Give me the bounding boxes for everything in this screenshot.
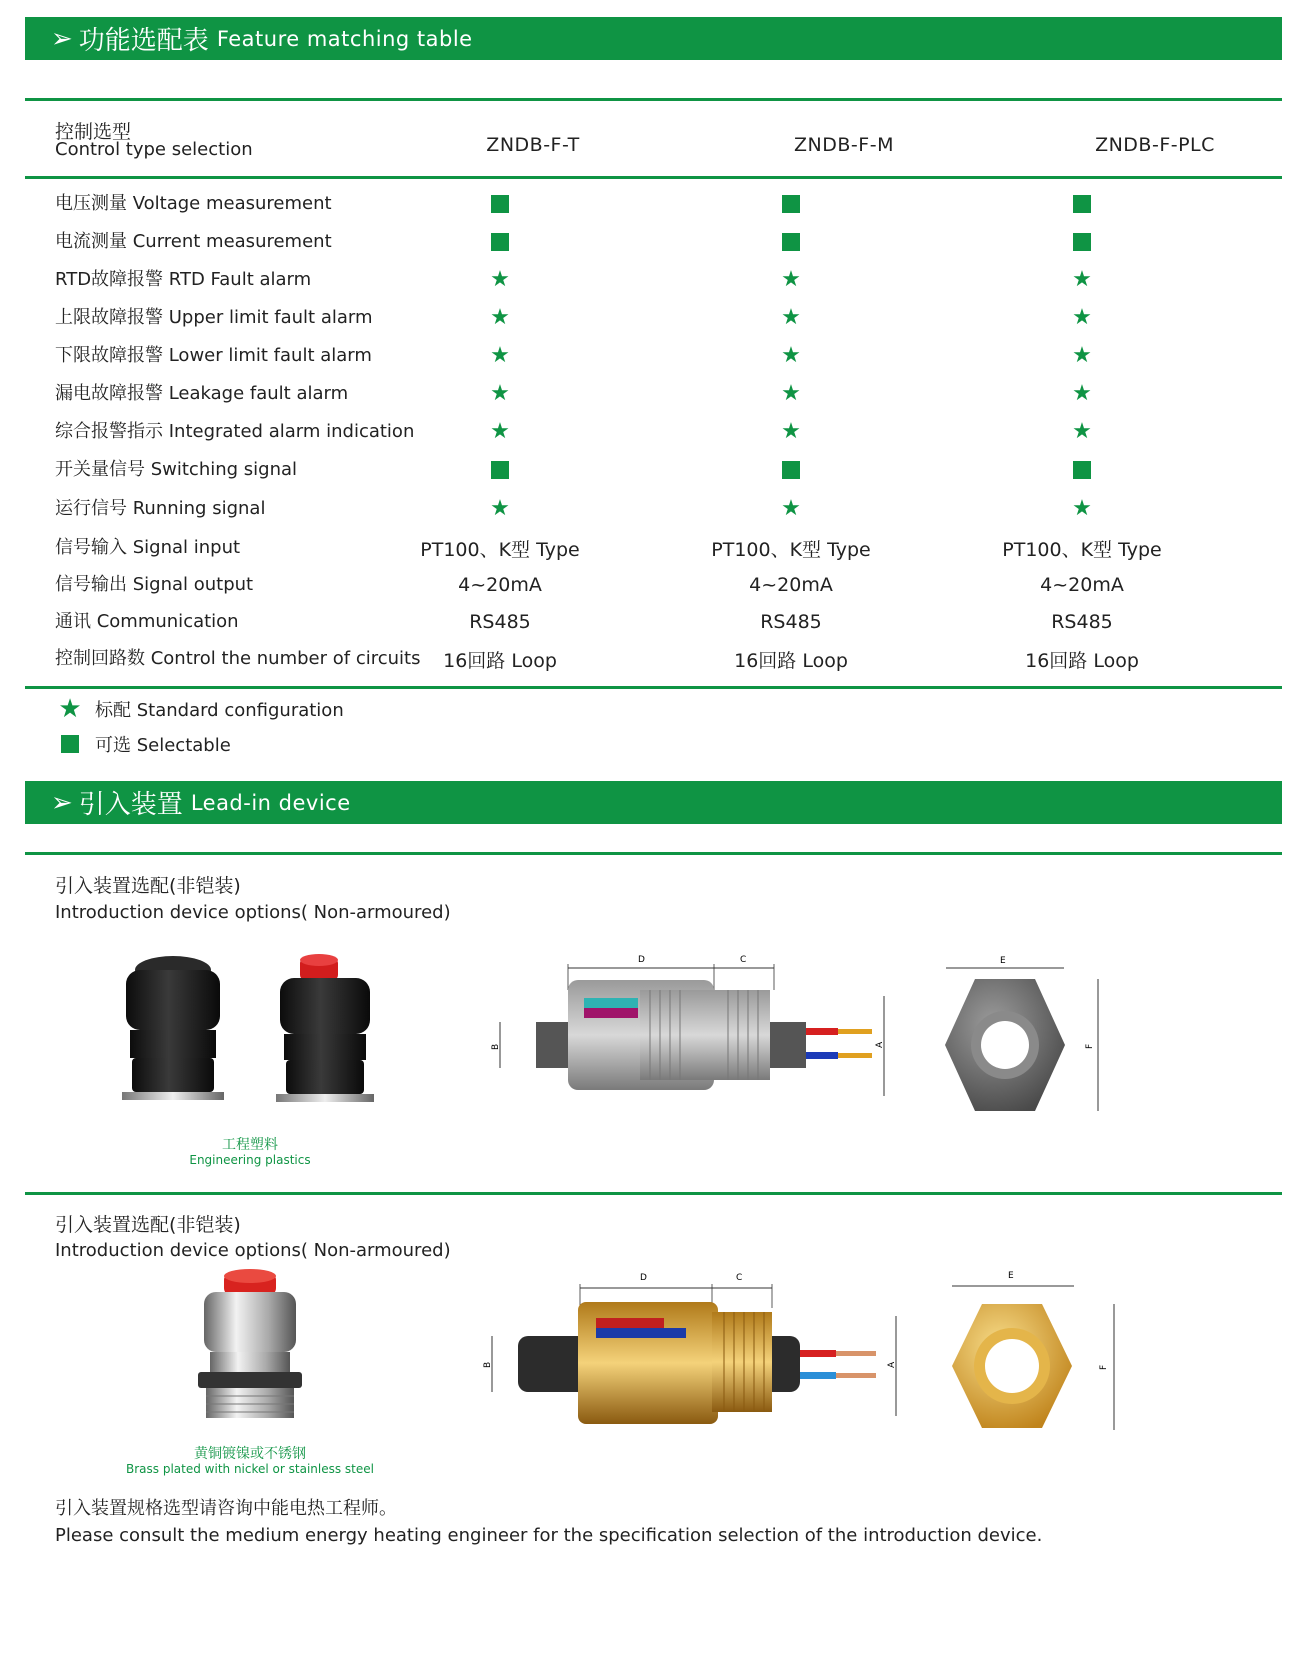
star-icon: ★ (1072, 305, 1092, 330)
legend-standard-text: 标配 Standard configuration (95, 700, 344, 721)
table-cell: 16回路 Loop (1025, 649, 1139, 672)
square-icon (491, 461, 509, 479)
table-row (0, 261, 1300, 299)
row-label: 运行信号 Running signal (55, 498, 266, 519)
section-title-zh: 功能选配表 (78, 26, 209, 56)
options1-title-zh: 引入装置选配(非铠装) (55, 875, 241, 897)
row-label: 信号输入 Signal input (55, 537, 241, 558)
selectable-square-icon (671, 185, 911, 223)
options2-title-en: Introduction device options( Non-armoured) (55, 1240, 451, 1261)
standard-star-cell (671, 261, 911, 299)
arrow-icon: ➢ (51, 23, 73, 54)
standard-star-cell (962, 490, 1202, 528)
dim-label-b: B (483, 1361, 493, 1368)
table-cell: RS485 (1051, 611, 1113, 633)
arrow-icon: ➢ (51, 787, 73, 818)
standard-star-cell (671, 490, 911, 528)
footer-note-zh: 引入装置规格选型请咨询中能电热工程师。 (55, 1498, 397, 1519)
options1-caption-zh: 工程塑料 (222, 1137, 278, 1153)
plastic-gland-dimension-diagram (488, 950, 898, 1120)
metal-gland-end-view-diagram (946, 1268, 1126, 1448)
section-banner-feature-table (25, 17, 1282, 60)
table-bottom-rule (25, 686, 1282, 689)
standard-star-cell (380, 261, 620, 299)
standard-star-cell (380, 299, 620, 337)
table-row (0, 185, 1300, 223)
star-icon: ★ (1072, 267, 1092, 292)
column-header-zndb-f-m: ZNDB-F-M (794, 134, 894, 156)
table-header-rule (25, 176, 1282, 179)
table-row (0, 490, 1300, 528)
dim-label-f: F (1099, 1364, 1109, 1370)
selectable-square-icon (380, 185, 620, 223)
table-row (0, 566, 1300, 604)
table-cell: 4~20mA (458, 574, 542, 596)
table-header-en: Control type selection (55, 139, 253, 160)
row-label: RTD故障报警 RTD Fault alarm (55, 269, 312, 290)
square-icon (782, 195, 800, 213)
table-row (0, 603, 1300, 641)
legend-selectable (55, 731, 231, 757)
options2-title-zh: 引入装置选配(非铠装) (55, 1214, 241, 1236)
star-icon: ★ (1072, 381, 1092, 406)
dim-label-e: E (1000, 956, 1006, 966)
standard-star-cell (380, 490, 620, 528)
row-label: 下限故障报警 Lower limit fault alarm (55, 345, 372, 366)
column-header-zndb-f-t: ZNDB-F-T (486, 134, 580, 156)
dim-label-e: E (1008, 1271, 1014, 1281)
standard-star-cell (380, 375, 620, 413)
options2-caption-zh: 黄铜镀镍或不锈钢 (194, 1446, 306, 1462)
square-icon (782, 233, 800, 251)
square-icon (491, 233, 509, 251)
table-cell: RS485 (760, 611, 822, 633)
standard-star-cell (962, 413, 1202, 451)
table-row (0, 640, 1300, 678)
row-label: 开关量信号 Switching signal (55, 459, 298, 480)
row-label: 综合报警指示 Integrated alarm indication (55, 421, 415, 442)
table-row (0, 299, 1300, 337)
row-label: 通讯 Communication (55, 611, 239, 632)
standard-star-cell (671, 299, 911, 337)
table-cell: PT100、K型 Type (1002, 538, 1162, 561)
table-cell: 4~20mA (749, 574, 833, 596)
selectable-square-icon (962, 185, 1202, 223)
metal-gland-dimension-diagram (478, 1268, 908, 1448)
section-title-zh: 引入装置 (78, 790, 183, 820)
table-row (0, 337, 1300, 375)
star-icon: ★ (781, 419, 801, 444)
star-icon: ★ (781, 343, 801, 368)
square-icon (491, 195, 509, 213)
table-header-zh: 控制选型 (55, 121, 132, 143)
selectable-square-icon (671, 223, 911, 261)
square-icon (1073, 233, 1091, 251)
selectable-square-icon (380, 223, 620, 261)
table-cell: 16回路 Loop (443, 649, 557, 672)
dim-label-c: C (736, 1273, 743, 1283)
table-cell: PT100、K型 Type (711, 538, 871, 561)
star-icon: ★ (490, 305, 510, 330)
star-icon: ★ (781, 496, 801, 521)
options2-top-rule (25, 1192, 1282, 1195)
star-icon: ★ (490, 343, 510, 368)
star-icon: ★ (1072, 496, 1092, 521)
table-top-rule (25, 98, 1282, 101)
dim-label-d: D (638, 955, 645, 965)
options2-caption-en: Brass plated with nickel or stainless steel (126, 1462, 374, 1476)
row-label: 漏电故障报警 Leakage fault alarm (55, 383, 349, 404)
table-row (0, 413, 1300, 451)
standard-star-cell (962, 299, 1202, 337)
dim-label-a: A (887, 1361, 897, 1368)
square-icon (1073, 461, 1091, 479)
star-icon: ★ (781, 381, 801, 406)
row-label: 电流测量 Current measurement (55, 231, 332, 252)
selectable-square-icon (671, 451, 911, 489)
table-cell: 4~20mA (1040, 574, 1124, 596)
standard-star-cell (671, 413, 911, 451)
star-icon: ★ (1072, 419, 1092, 444)
footer-note-en: Please consult the medium energy heating engineer for the specification selection of the introduction device. (55, 1525, 1043, 1546)
selectable-square-icon (380, 451, 620, 489)
column-header-zndb-f-plc: ZNDB-F-PLC (1095, 134, 1215, 156)
row-label: 控制回路数 Control the number of circuits (55, 648, 421, 669)
star-icon: ★ (490, 496, 510, 521)
square-icon (1073, 195, 1091, 213)
table-cell: RS485 (469, 611, 531, 633)
star-icon: ★ (781, 267, 801, 292)
dim-label-c: C (740, 955, 747, 965)
selectable-square-icon (962, 223, 1202, 261)
dim-label-a: A (875, 1041, 885, 1048)
standard-star-cell (380, 337, 620, 375)
standard-star-cell (380, 413, 620, 451)
metal-cable-gland-image (190, 1268, 310, 1438)
standard-star-cell (671, 337, 911, 375)
options1-top-rule (25, 852, 1282, 855)
dim-label-f: F (1085, 1043, 1095, 1049)
standard-star-cell (962, 337, 1202, 375)
standard-star-cell (671, 375, 911, 413)
standard-star-cell (962, 261, 1202, 299)
star-icon: ★ (1072, 343, 1092, 368)
table-row (0, 375, 1300, 413)
options1-title-en: Introduction device options( Non-armoured) (55, 902, 451, 923)
star-icon: ★ (490, 267, 510, 292)
row-label: 电压测量 Voltage measurement (55, 193, 332, 214)
legend-standard (55, 696, 344, 722)
selectable-square-icon (962, 451, 1202, 489)
dim-label-d: D (640, 1273, 647, 1283)
star-icon: ★ (490, 381, 510, 406)
options1-caption-en: Engineering plastics (189, 1153, 311, 1167)
square-icon (61, 735, 79, 753)
plastic-gland-end-view-diagram (940, 955, 1120, 1125)
star-icon: ★ (781, 305, 801, 330)
table-row (0, 529, 1300, 567)
dim-label-b: B (491, 1043, 501, 1050)
table-cell: 16回路 Loop (734, 649, 848, 672)
table-cell: PT100、K型 Type (420, 538, 580, 561)
star-icon: ★ (58, 694, 82, 724)
star-icon: ★ (490, 419, 510, 444)
row-label: 上限故障报警 Upper limit fault alarm (55, 307, 373, 328)
plastic-cable-glands-image (118, 948, 388, 1123)
square-icon (782, 461, 800, 479)
standard-star-cell (962, 375, 1202, 413)
table-row (0, 223, 1300, 261)
section-banner-lead-in (25, 781, 1282, 824)
section-title-en: Feature matching table (216, 26, 473, 51)
legend-selectable-text: 可选 Selectable (95, 735, 231, 756)
table-row (0, 451, 1300, 489)
row-label: 信号输出 Signal output (55, 574, 254, 595)
section-title-en: Lead-in device (190, 790, 351, 815)
